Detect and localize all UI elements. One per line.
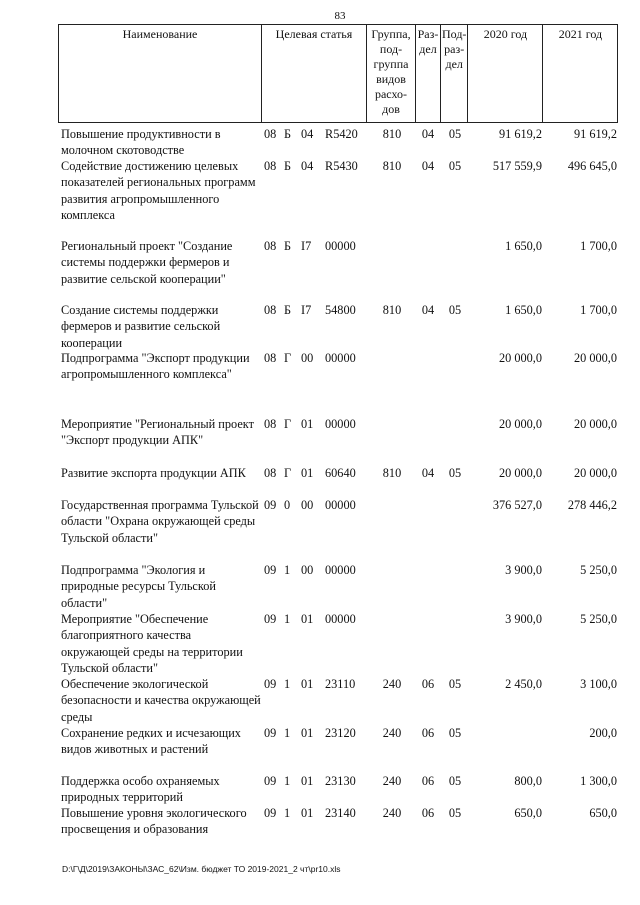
cell-y2020: 3 900,0: [505, 563, 542, 577]
cell-c4: 00000: [325, 351, 356, 365]
cell-sub: 05: [448, 806, 462, 820]
cell-c4: 60640: [325, 466, 356, 480]
cell-y2021: 200,0: [589, 726, 617, 740]
cell-y2021: 20 000,0: [573, 466, 617, 480]
cell-y2021: 3 100,0: [580, 677, 617, 691]
cell-c4: 00000: [325, 563, 356, 577]
header-2021: 2021 год: [543, 25, 618, 123]
cell-sub: 05: [448, 466, 462, 480]
cell-y2020: 376 527,0: [492, 498, 542, 512]
cell-y2021: 20 000,0: [573, 351, 617, 365]
cell-y2020: 650,0: [514, 806, 542, 820]
cell-c3: 01: [301, 466, 314, 480]
cell-c3: 01: [301, 726, 314, 740]
cell-name: Мероприятие "Обеспечение благоприятного качества окружающей среды на территории Тульской области": [61, 612, 243, 676]
cell-c3: I7: [301, 303, 312, 317]
cell-c1: 08: [264, 303, 277, 317]
cell-name: Повышение продуктивности в молочном скотоводстве: [61, 127, 221, 158]
cell-section: 04: [421, 303, 435, 317]
cell-c1: 09: [264, 498, 277, 512]
cell-c4: 23110: [325, 677, 356, 691]
cell-c2: 1: [284, 563, 291, 577]
cell-group: 810: [382, 303, 402, 317]
cell-c1: 08: [264, 159, 277, 173]
cell-c2: Г: [284, 351, 292, 365]
cell-c4: 00000: [325, 612, 356, 626]
cell-name: Мероприятие "Региональный проект "Экспорт продукции АПК": [61, 417, 254, 448]
cell-c2: Б: [284, 127, 292, 141]
cell-group: 810: [382, 466, 402, 480]
cell-c2: Б: [284, 303, 292, 317]
cell-section: 06: [421, 806, 435, 820]
cell-y2020: 1 650,0: [505, 239, 542, 253]
cell-name: Содействие достижению целевых показателей региональных программ развития агропромышленного комплекса: [61, 159, 256, 223]
cell-c1: 08: [264, 417, 277, 431]
cell-sub: 05: [448, 726, 462, 740]
cell-y2021: 5 250,0: [580, 612, 617, 626]
cell-c2: 0: [284, 498, 291, 512]
footer-path: D:\Г\Д\2019\ЗАКОНЫ\ЗАС_62\Изм. бюджет ТО 2019-2021_2 чт\pr10.xls: [62, 864, 341, 874]
cell-section: 06: [421, 677, 435, 691]
page-number: 83: [334, 10, 346, 22]
cell-section: 04: [421, 159, 435, 173]
cell-name: Региональный проект "Создание системы поддержки фермеров и развитие сельской кооперации": [61, 239, 233, 286]
cell-y2021: 496 645,0: [567, 159, 617, 173]
cell-c2: Г: [284, 466, 292, 480]
cell-y2020: 3 900,0: [505, 612, 542, 626]
cell-c3: 00: [301, 498, 314, 512]
cell-c1: 09: [264, 726, 277, 740]
cell-sub: 05: [448, 159, 462, 173]
header-section: Раз- дел: [416, 25, 441, 123]
cell-c3: 01: [301, 417, 314, 431]
cell-c1: 09: [264, 677, 277, 691]
cell-c3: 00: [301, 563, 314, 577]
cell-c2: 1: [284, 726, 291, 740]
cell-c2: Б: [284, 239, 292, 253]
cell-c3: 01: [301, 612, 314, 626]
cell-y2021: 1 700,0: [580, 303, 617, 317]
cell-c4: R5420: [325, 127, 358, 141]
cell-c3: 01: [301, 774, 314, 788]
cell-y2020: 1 650,0: [505, 303, 542, 317]
cell-y2020: 20 000,0: [498, 417, 542, 431]
cell-group: 240: [382, 677, 402, 691]
cell-group: 240: [382, 806, 402, 820]
cell-c3: 04: [301, 159, 314, 173]
cell-y2020: 91 619,2: [498, 127, 542, 141]
cell-c3: 04: [301, 127, 314, 141]
cell-y2020: 20 000,0: [498, 466, 542, 480]
cell-name: Создание системы поддержки фермеров и развитие сельской кооперации: [61, 303, 221, 350]
cell-y2020: 517 559,9: [492, 159, 542, 173]
cell-c4: 23130: [325, 774, 356, 788]
cell-c4: R5430: [325, 159, 358, 173]
cell-c3: I7: [301, 239, 312, 253]
cell-c1: 08: [264, 239, 277, 253]
cell-sub: 05: [448, 303, 462, 317]
cell-c1: 08: [264, 127, 277, 141]
cell-c4: 23120: [325, 726, 356, 740]
header-target: Целевая статья: [262, 25, 367, 123]
cell-y2021: 91 619,2: [573, 127, 617, 141]
cell-c2: 1: [284, 612, 291, 626]
cell-name: Государственная программа Тульской области "Охрана окружающей среды Тульской области": [61, 498, 259, 545]
cell-name: Развитие экспорта продукции АПК: [61, 466, 246, 480]
cell-group: 240: [382, 726, 402, 740]
cell-name: Поддержка особо охраняемых природных территорий: [61, 774, 220, 805]
cell-name: Повышение уровня экологического просвещения и образования: [61, 806, 247, 837]
cell-group: 240: [382, 774, 402, 788]
header-group: Группа, под- группа видов расхо- дов: [367, 25, 416, 123]
cell-c1: 09: [264, 774, 277, 788]
cell-section: 04: [421, 466, 435, 480]
cell-c1: 09: [264, 563, 277, 577]
cell-c1: 08: [264, 351, 277, 365]
cell-c3: 00: [301, 351, 314, 365]
cell-sub: 05: [448, 774, 462, 788]
cell-y2020: 800,0: [514, 774, 542, 788]
cell-y2020: 2 450,0: [505, 677, 542, 691]
cell-section: 06: [421, 726, 435, 740]
cell-c3: 01: [301, 806, 314, 820]
cell-c2: Г: [284, 417, 292, 431]
header-2020: 2020 год: [468, 25, 543, 123]
cell-c3: 01: [301, 677, 314, 691]
header-name: Наименование: [59, 25, 262, 123]
cell-c4: 54800: [325, 303, 356, 317]
cell-y2021: 20 000,0: [573, 417, 617, 431]
cell-group: 810: [382, 159, 402, 173]
cell-c1: 08: [264, 466, 277, 480]
cell-c2: 1: [284, 774, 291, 788]
cell-name: Сохранение редких и исчезающих видов животных и растений: [61, 726, 241, 757]
header-subsection: Под- раз- дел: [441, 25, 468, 123]
cell-c2: 1: [284, 806, 291, 820]
cell-name: Подпрограмма "Экология и природные ресурсы Тульской области": [61, 563, 216, 610]
cell-c1: 09: [264, 612, 277, 626]
cell-c1: 09: [264, 806, 277, 820]
cell-name: Подпрограмма "Экспорт продукции агропромышленного комплекса": [61, 351, 250, 382]
cell-c4: 00000: [325, 498, 356, 512]
cell-c2: 1: [284, 677, 291, 691]
cell-group: 810: [382, 127, 402, 141]
cell-y2021: 278 446,2: [567, 498, 617, 512]
cell-sub: 05: [448, 677, 462, 691]
cell-c4: 00000: [325, 417, 356, 431]
cell-name: Обеспечение экологической безопасности и качества окружающей среды: [61, 677, 261, 724]
cell-y2020: 20 000,0: [498, 351, 542, 365]
cell-y2021: 1 300,0: [580, 774, 617, 788]
cell-y2021: 1 700,0: [580, 239, 617, 253]
cell-c4: 23140: [325, 806, 356, 820]
cell-y2021: 5 250,0: [580, 563, 617, 577]
cell-c2: Б: [284, 159, 292, 173]
cell-section: 04: [421, 127, 435, 141]
cell-y2021: 650,0: [589, 806, 617, 820]
cell-sub: 05: [448, 127, 462, 141]
cell-c4: 00000: [325, 239, 356, 253]
cell-section: 06: [421, 774, 435, 788]
